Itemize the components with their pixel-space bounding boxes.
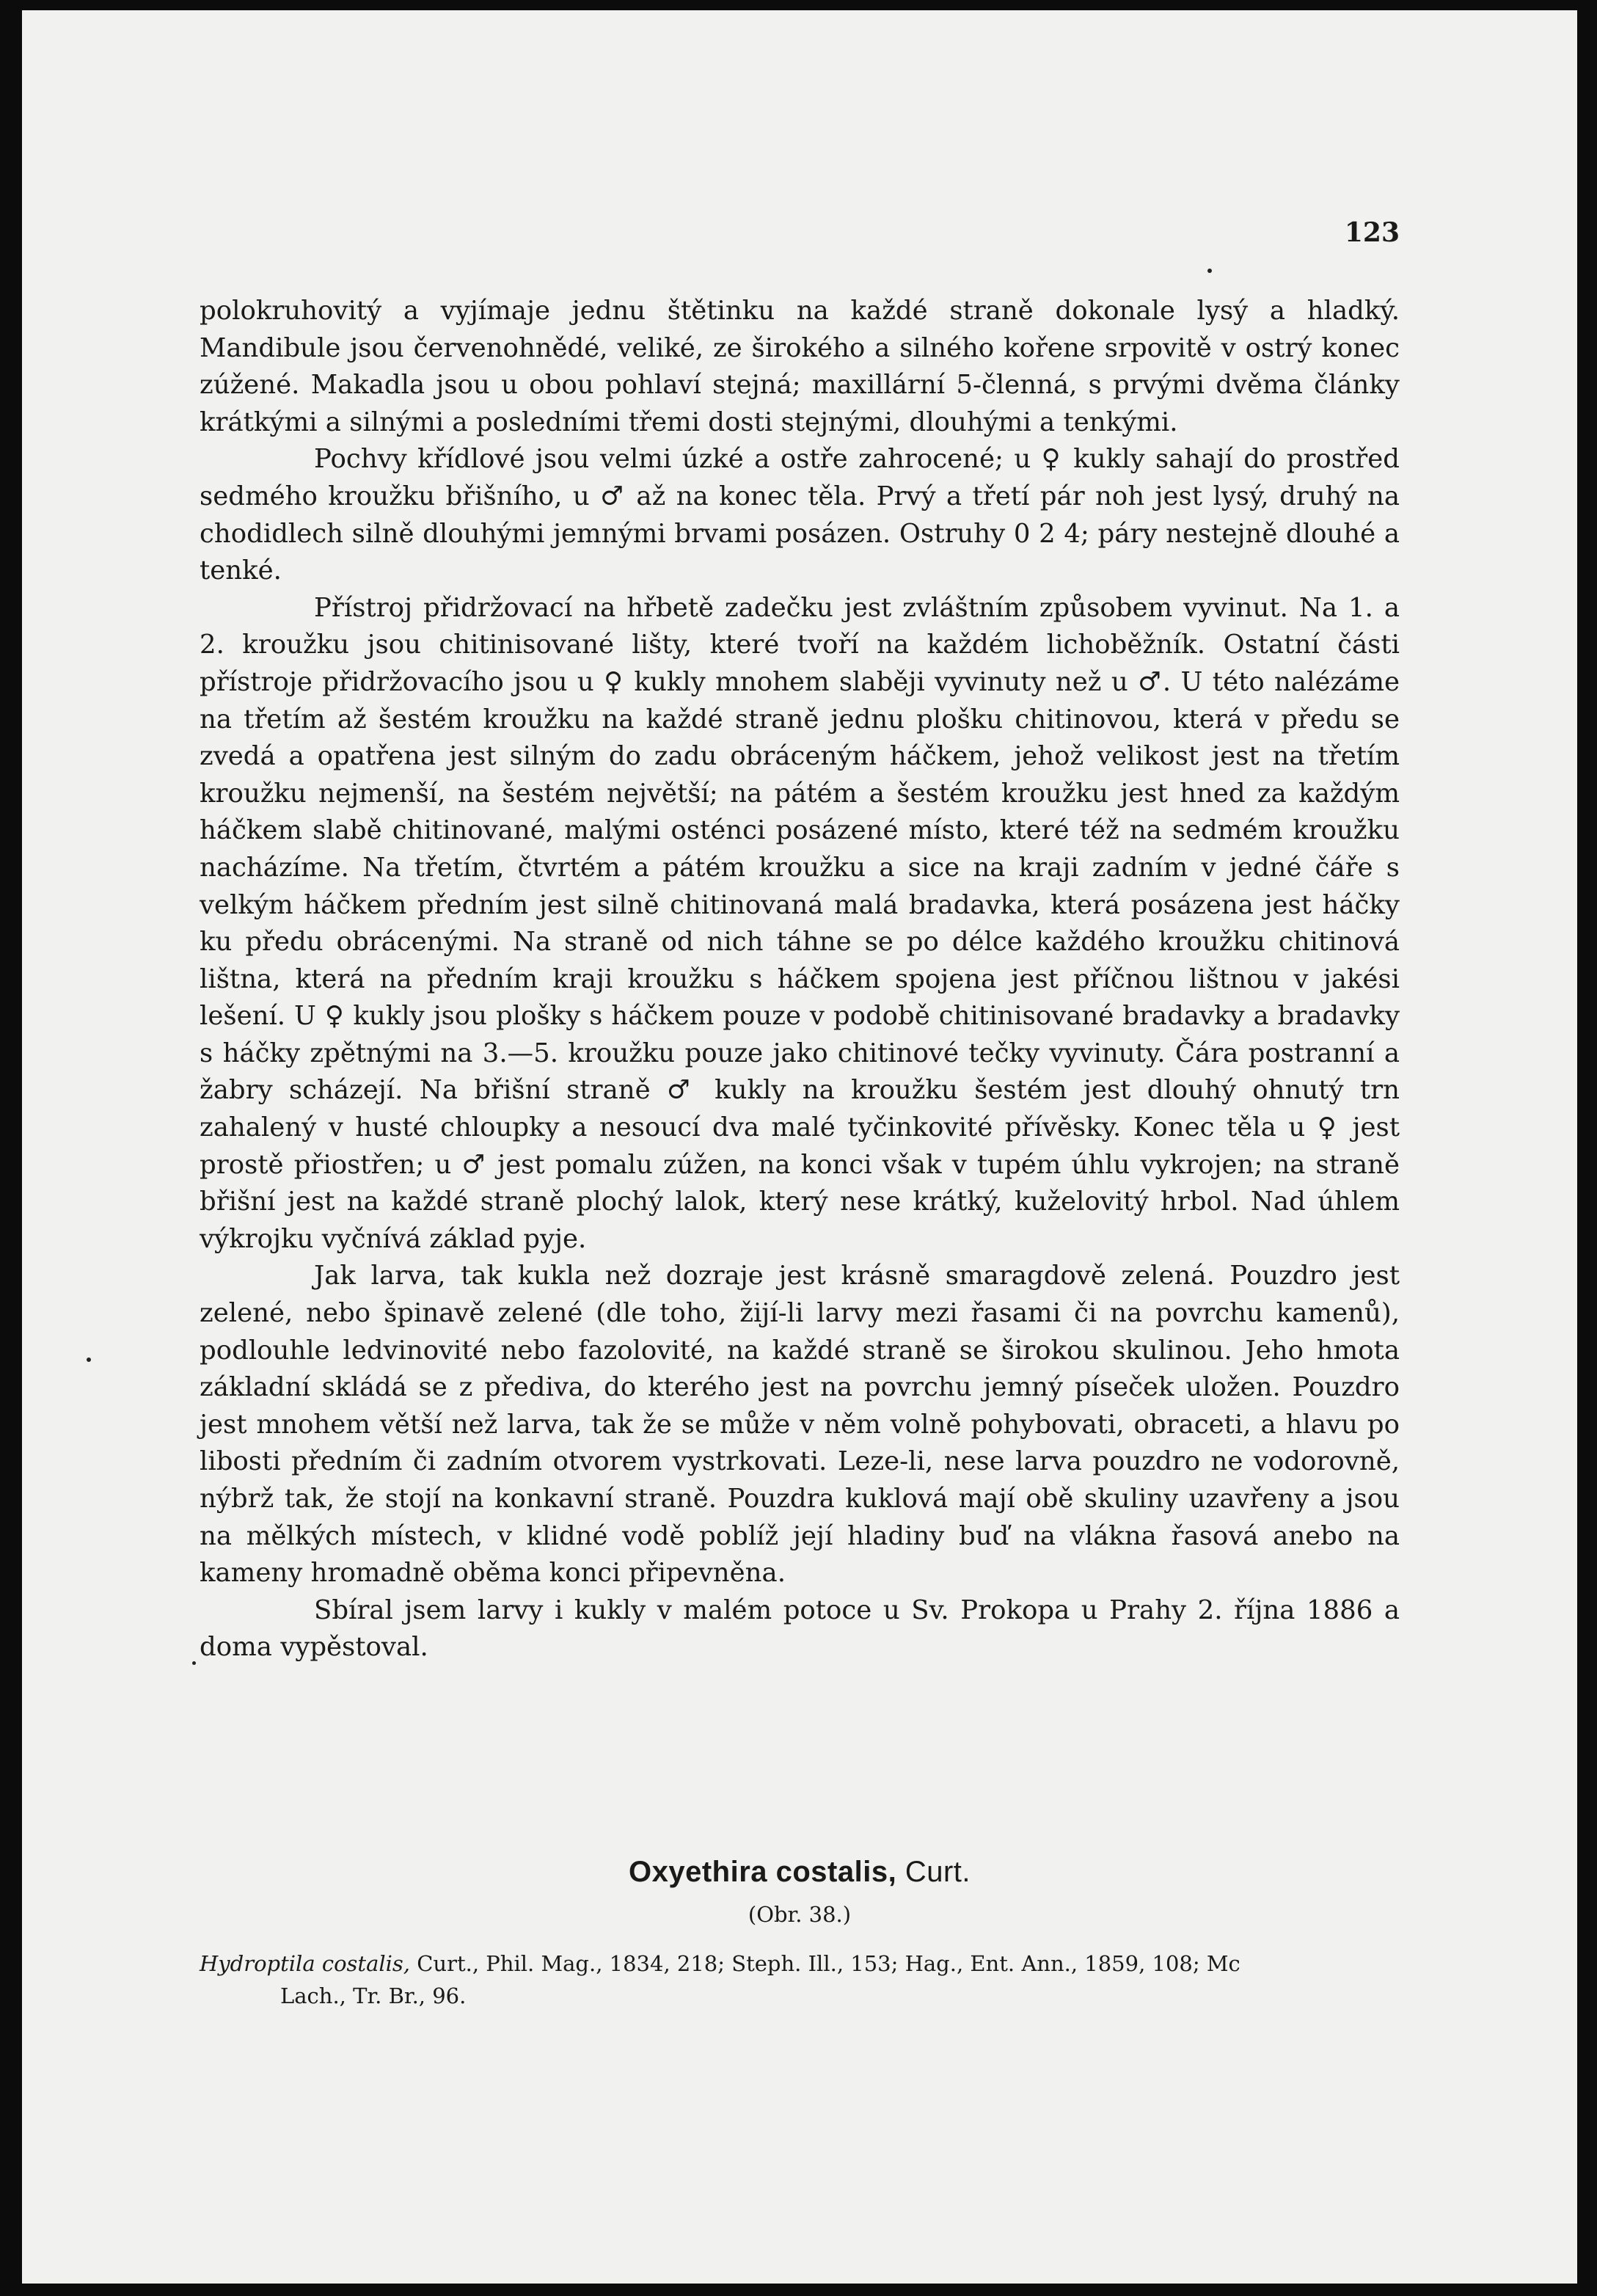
section-title xyxy=(200,1856,1400,1889)
reference-text: Curt., Phil. Mag., 1834, 218; Steph. Ill., 153; Hag., Ent. Ann., 1859, 108; Mc xyxy=(417,1951,1240,1976)
book-page xyxy=(22,10,1577,2284)
paragraph: polokruhovitý a vyjímaje jednu štětinku na každé straně dokonale lysý a hladký. Mandibule jsou červenohnědé, veliké, ze širokého a silného kořene srpovitě v ostrý konec zúžené. Makadla jsou u obou pohlaví stejná; maxillární 5-členná, s prvými dvěma články krátkými a silnými a posledními třemi dosti stejnými, dlouhými a tenkými. xyxy=(200,296,1400,437)
scan-dot xyxy=(87,1357,91,1362)
scan-dot xyxy=(1207,269,1212,273)
scan-dot xyxy=(192,1661,196,1665)
species-name: Oxyethira costalis, xyxy=(628,1856,897,1888)
paragraph: Pochvy křídlové jsou velmi úzké a ostře zahrocené; u ♀ kukly sahají do prostřed sedmého kroužku břišního, u ♂ až na konec těla. Prvý a třetí pár noh jest lysý, druhý na chodidlech silně dlouhými jemnými brvami posázen. Ostruhy 0 2 4; páry nestejně dlouhé a tenké. xyxy=(200,444,1400,586)
page-number: 123 xyxy=(1344,217,1400,248)
reference-line: Lach., Tr. Br., 96. xyxy=(280,1983,467,2008)
species-author: Curt. xyxy=(905,1856,971,1888)
body-text xyxy=(200,293,1400,1666)
reference-line xyxy=(200,1947,1400,1980)
paragraph: Jak larva, tak kukla než dozraje jest krásně smaragdově zelená. Pouzdro jest zelené, nebo špinavě zelené (dle toho, žijí-li larvy mezi řasami či na povrchu kamenů), podlouhle ledvinovité nebo fazolovité, na každé straně se širokou skulinou. Jeho hmota základní skládá se z přediva, do kterého jest na povrchu jemný píseček uložen. Pouzdro jest mnohem větší než larva, tak že se může v něm volně pohybovati, obraceti, a hlavu po libosti předním či zadním otvorem vystrkovati. Leze-li, nese larva pouzdro ne vodorovně, nýbrž tak, že stojí na konkavní straně. Pouzdra kuklová mají obě skuliny uzavřeny a jsou na mělkých místech, v klidné vodě poblíž její hladiny buď na vlákna řasová anebo na kameny hromadně oběma konci připevněna. xyxy=(200,1261,1400,1589)
figure-reference: (Obr. 38.) xyxy=(748,1902,852,1927)
reference-species: Hydroptila costalis, xyxy=(200,1951,411,1976)
synonymy-references xyxy=(200,1947,1400,2012)
paragraph: Přístroj přidržovací na hřbetě zadečku jest zvláštním způsobem vyvinut. Na 1. a 2. kroužku jsou chitinisované lišty, které tvoří na každém lichoběžník. Ostatní části přístroje přidržovacího jsou u ♀ kukly mnohem slaběji vyvinuty než u ♂. U této nalézáme na třetím až šestém kroužku na každé straně jednu plošku chitinovou, která v předu se zvedá a opatřena jest silným do zadu obráceným háčkem, jehož velikost jest na třetím kroužku nejmenší, na šestém největší; na pátém a šestém kroužku jest hned za každým háčkem slabě chitinované, malými osténci posázené místo, které též na sedmém kroužku nacházíme. Na třetím, čtvrtém a pátém kroužku a sice na kraji zadním v jedné čáře s velkým háčkem předním jest silně chitinovaná malá bradavka, která posázena jest háčky ku předu obrácenými. Na straně od nich táhne se po délce každého kroužku chitinová lištna, která na předním kraji kroužku s háčkem spojena jest příčnou lištnou v jakési lešení. U ♀ kukly jsou plošky s háčkem pouze v podobě chitinisované bradavky a bradavky s háčky zpětnými na 3.—5. kroužku pouze jako chitinové tečky vyvinuty. Čára postranní a žabry scházejí. Na břišní straně ♂ kukly na kroužku šestém jest dlouhý ohnutý trn zahalený v husté chloupky a nesoucí dva malé tyčinkovité přívěsky. Konec těla u ♀ jest prostě přiostřen; u ♂ jest pomalu zúžen, na konci však v tupém úhlu vykrojen; na straně břišní jest na každé straně plochý lalok, který nese krátký, kuželovitý hrbol. Nad úhlem výkrojku vyčnívá základ pyje. xyxy=(200,592,1400,1254)
paragraph: Sbíral jsem larvy i kukly v malém potoce u Sv. Prokopa u Prahy 2. října 1886 a doma vypěstoval. xyxy=(200,1595,1400,1663)
